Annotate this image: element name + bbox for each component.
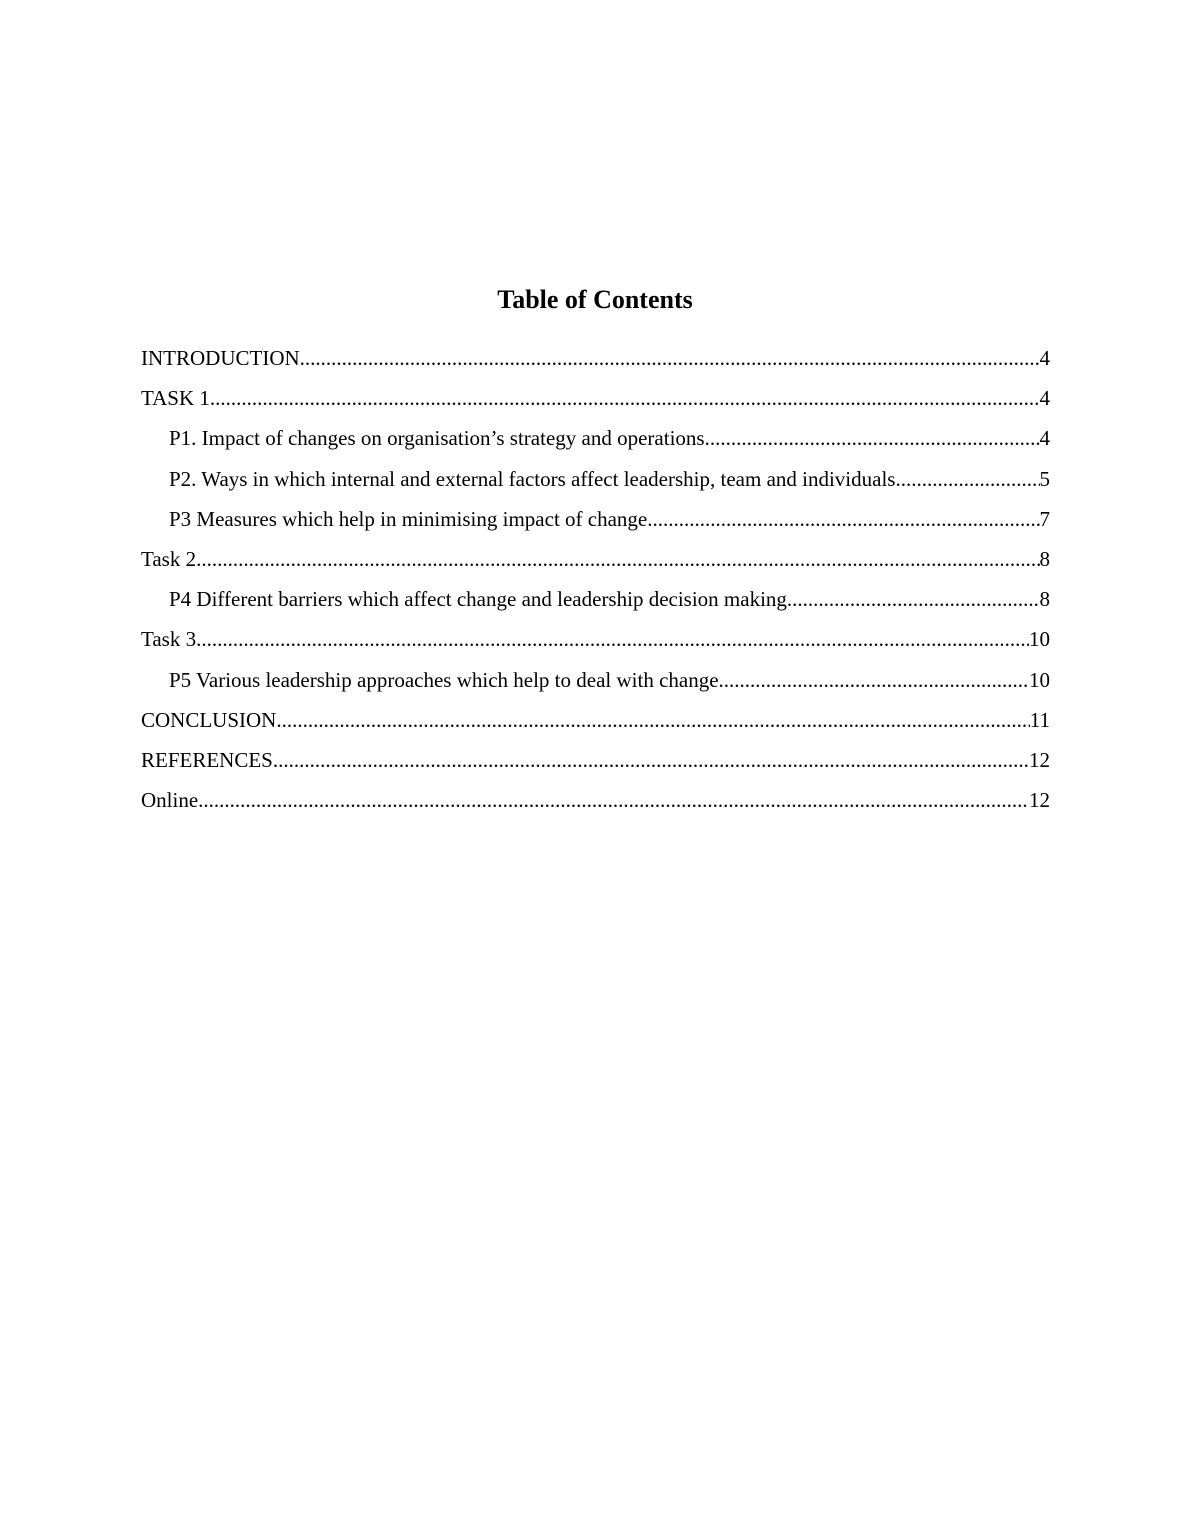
toc-entry-text: REFERENCES [141, 747, 273, 772]
toc-page-number: 4 [1039, 426, 1050, 451]
toc-entry-text: Task 2 [141, 546, 197, 571]
toc-dot-leader [787, 579, 1040, 619]
toc-entry-p4[interactable] [141, 579, 1050, 619]
toc-dot-leader [273, 740, 1029, 780]
toc-entry-references[interactable] [141, 740, 1050, 780]
toc-page-number: 4 [1039, 346, 1050, 370]
toc-entry-task-1[interactable] [141, 378, 1050, 418]
toc-entry-text: TASK 1 [141, 386, 210, 411]
toc-dot-leader [210, 378, 1040, 418]
toc-entry-p3[interactable] [141, 499, 1050, 539]
toc-dot-leader [895, 459, 1039, 499]
toc-dot-leader [647, 499, 1039, 539]
toc-page-number: 7 [1039, 506, 1050, 531]
toc-page-number: 10 [1029, 627, 1050, 652]
toc-entry-p2[interactable] [141, 459, 1050, 499]
toc-page-number: 5 [1039, 466, 1050, 491]
toc-entry-task-2[interactable] [141, 539, 1050, 579]
toc-dot-leader [196, 539, 1039, 579]
toc-page-number: 4 [1039, 386, 1050, 411]
toc-title: Table of Contents [497, 285, 693, 314]
toc-dot-leader [705, 418, 1040, 458]
toc-entry-text: P5 Various leadership approaches which help to deal with change [169, 667, 719, 692]
toc-entry-text: P1. Impact of changes on organisation’s strategy and operations [169, 426, 705, 451]
toc-list [141, 338, 1050, 820]
toc-page-number: 8 [1039, 546, 1050, 571]
toc-entry-text: CONCLUSION [141, 707, 277, 732]
toc-dot-leader [196, 619, 1029, 659]
toc-entry-introduction[interactable] [141, 338, 1050, 378]
toc-entry-p5[interactable] [141, 660, 1050, 700]
toc-entry-p1[interactable] [141, 418, 1050, 458]
toc-entry-text: P4 Different barriers which affect change and leadership decision making [169, 587, 787, 612]
toc-dot-leader [300, 338, 1040, 378]
toc-page-number: 12 [1029, 788, 1050, 813]
toc-page-number: 11 [1029, 707, 1050, 732]
toc-page-number: 8 [1039, 587, 1050, 612]
toc-dot-leader [719, 660, 1029, 700]
toc-page-number: 12 [1029, 747, 1050, 772]
toc-dot-leader [198, 780, 1029, 820]
toc-entry-online[interactable] [141, 780, 1050, 820]
toc-entry-text: Online [141, 788, 199, 813]
toc-entry-text: P2. Ways in which internal and external factors affect leadership, team and individuals [169, 466, 896, 491]
toc-entry-text: P3 Measures which help in minimising impact of change [169, 506, 648, 531]
toc-entry-text: INTRODUCTION [141, 346, 300, 370]
toc-entry-text: Task 3 [141, 627, 197, 652]
toc-dot-leader [276, 700, 1029, 740]
toc-entry-conclusion[interactable] [141, 700, 1050, 740]
toc-entry-task-3[interactable] [141, 619, 1050, 659]
toc-page-number: 10 [1029, 667, 1050, 692]
